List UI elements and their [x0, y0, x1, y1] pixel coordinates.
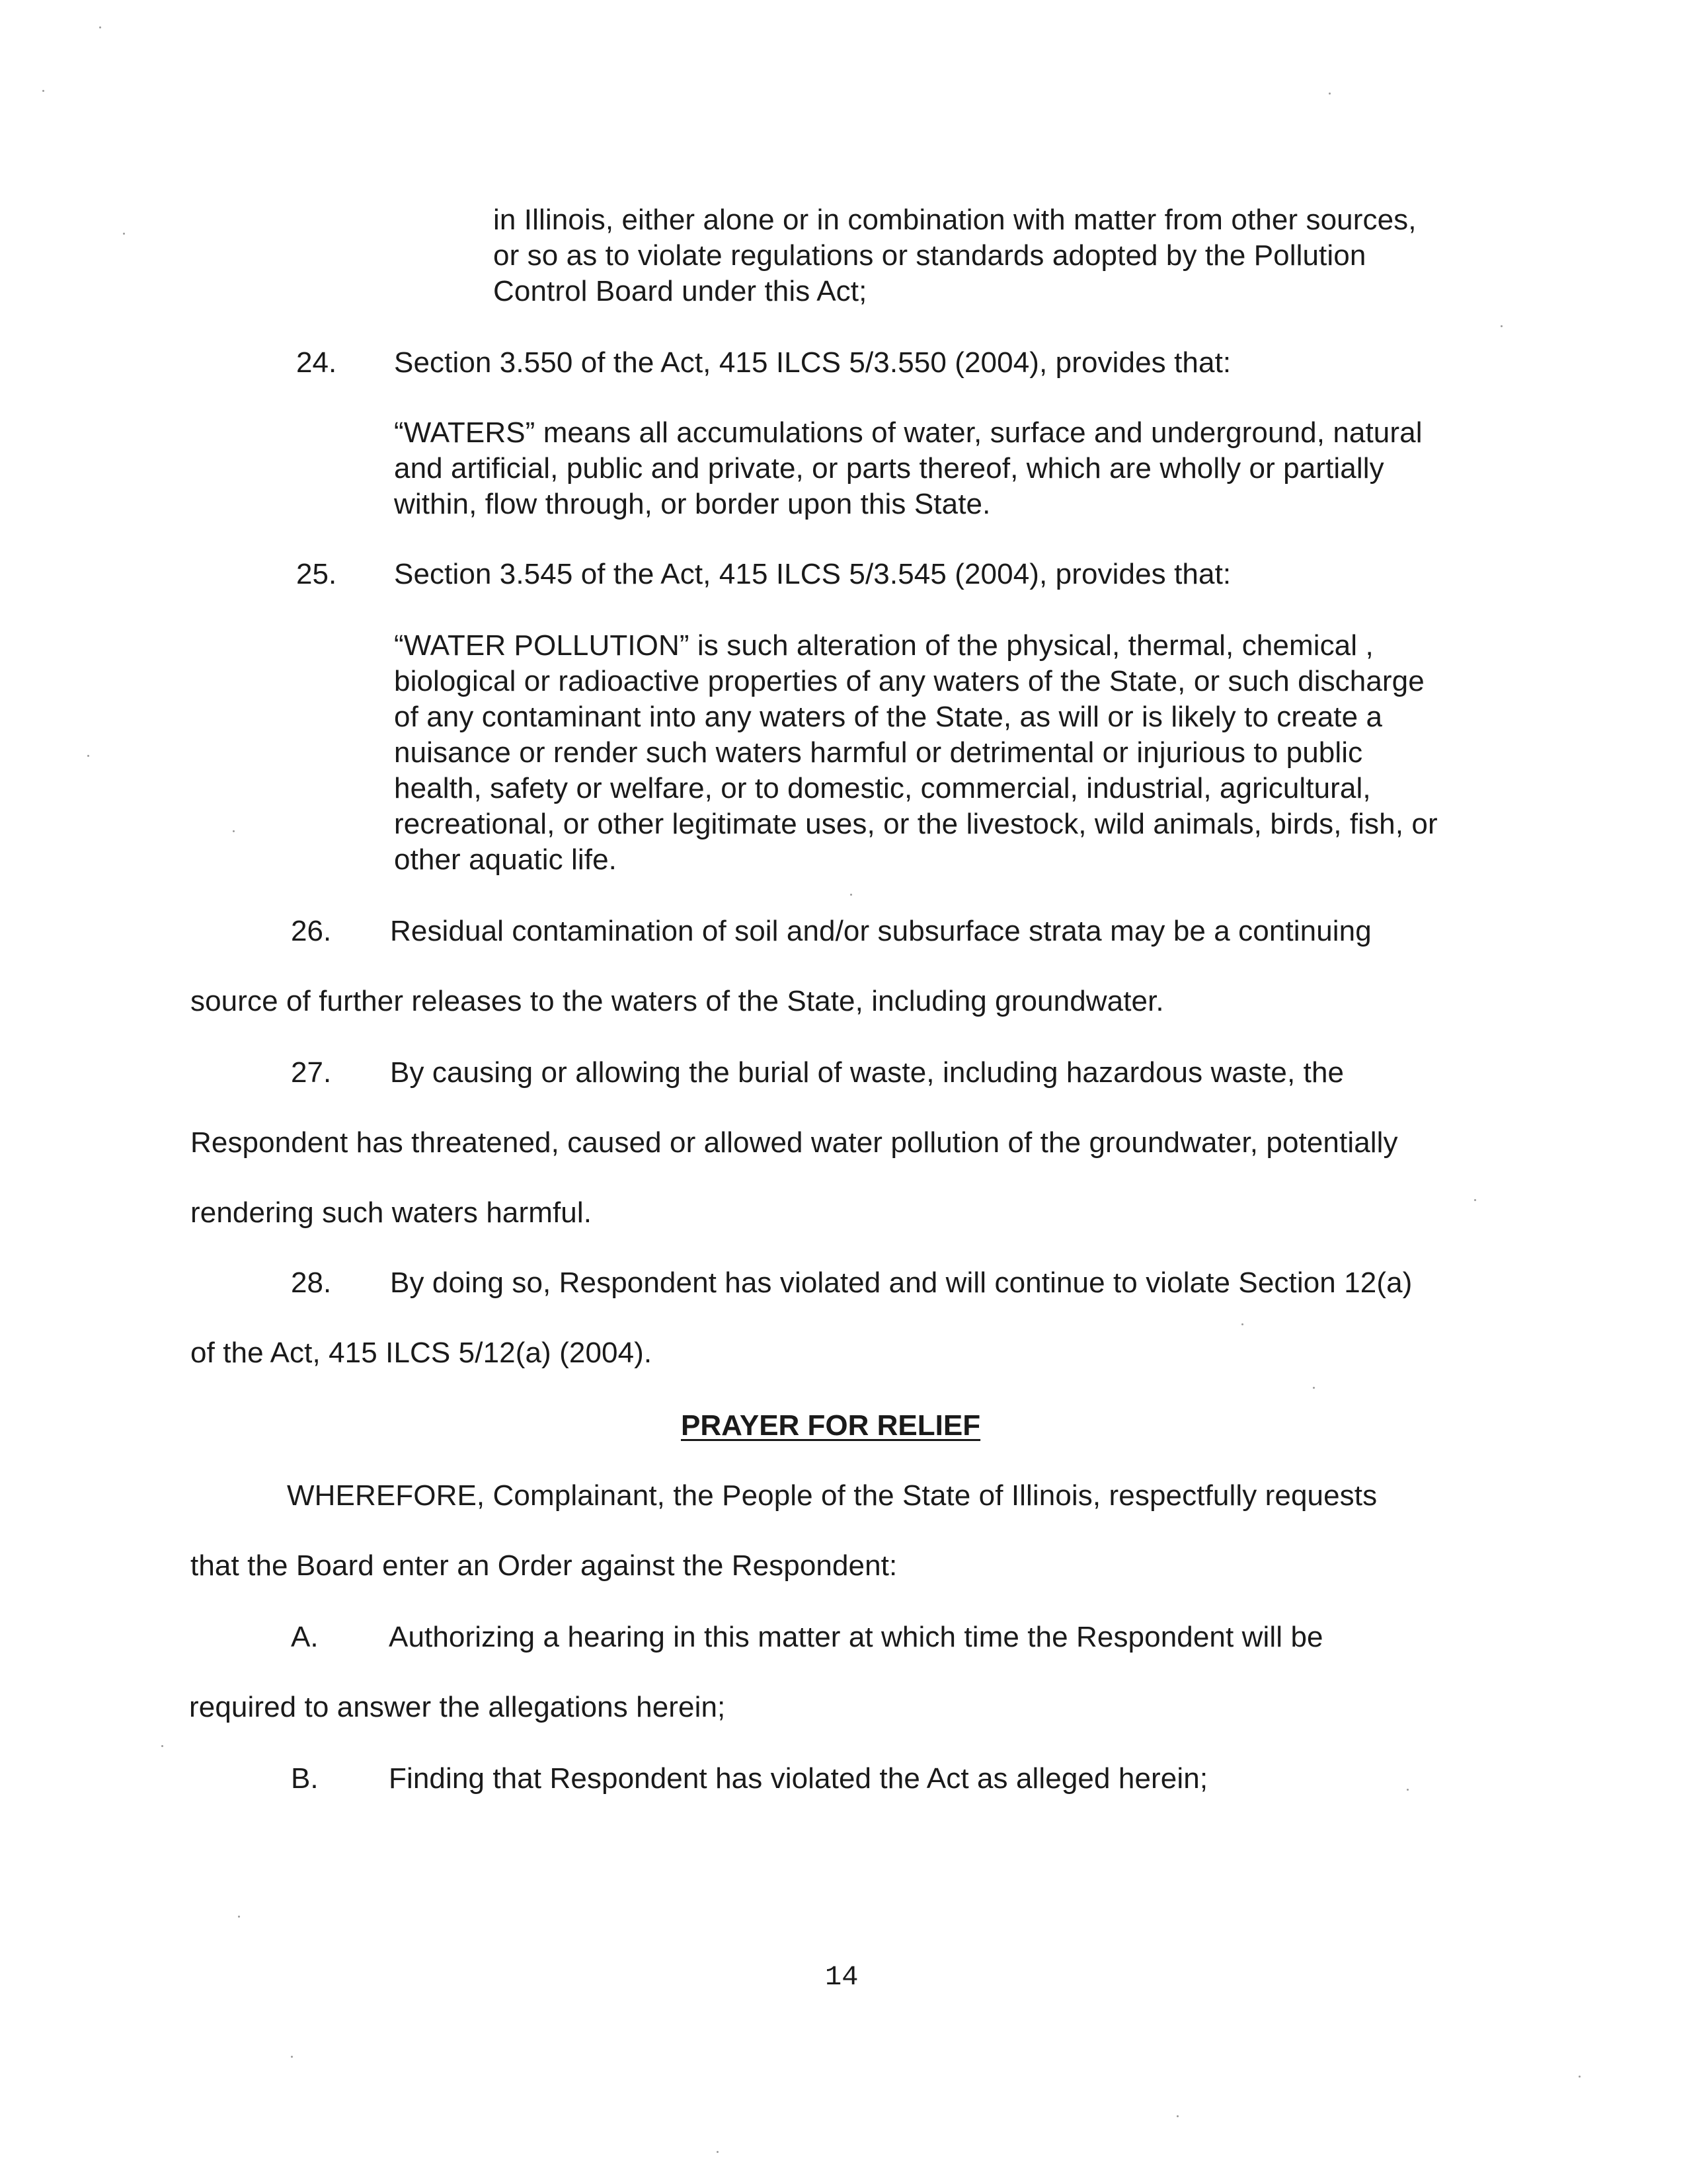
scan-speck — [717, 2151, 719, 2153]
scan-speck — [1313, 1387, 1315, 1389]
water-pollution-definition-line: health, safety or welfare, or to domestic, commercial, industrial, agricultural, — [394, 772, 1371, 804]
scan-speck — [123, 233, 125, 235]
scan-speck — [1177, 2115, 1179, 2117]
scan-speck — [850, 894, 852, 896]
paragraph-26-continuation: source of further releases to the waters of the State, including groundwater. — [190, 985, 1164, 1017]
waters-definition-line: “WATERS” means all accumulations of water, surface and underground, natural — [394, 416, 1423, 449]
scan-speck — [1501, 325, 1503, 327]
water-pollution-definition-line: other aquatic life. — [394, 843, 617, 876]
scan-speck — [238, 1916, 240, 1918]
paragraph-24-text: Section 3.550 of the Act, 415 ILCS 5/3.550 (2004), provides that: — [394, 346, 1232, 379]
paragraph-number: 28. — [291, 1267, 332, 1299]
waters-definition-line: within, flow through, or border upon this State. — [394, 488, 991, 520]
wherefore-continuation: that the Board enter an Order against the Respondent: — [190, 1549, 898, 1582]
paragraph-number: 25. — [296, 558, 337, 590]
relief-item-a-continuation: required to answer the allegations herein; — [189, 1691, 726, 1723]
relief-item-b-text: Finding that Respondent has violated the Act as alleged herein; — [389, 1762, 1208, 1795]
scan-speck — [161, 1745, 163, 1747]
water-pollution-definition-line: recreational, or other legitimate uses, or the livestock, wild animals, birds, fish, or — [394, 808, 1438, 840]
scan-speck — [42, 90, 44, 92]
paragraph-27-continuation: rendering such waters harmful. — [190, 1196, 592, 1229]
waters-definition-line: and artificial, public and private, or parts thereof, which are wholly or partially — [394, 452, 1384, 485]
paragraph-number: 26. — [291, 915, 332, 947]
water-pollution-definition-line: nuisance or render such waters harmful or detrimental or injurious to public — [394, 736, 1363, 769]
scan-speck — [87, 755, 89, 757]
scan-speck — [1579, 2076, 1581, 2078]
scan-speck — [291, 2056, 293, 2058]
intro-line: in Illinois, either alone or in combination with matter from other sources, — [493, 204, 1417, 236]
relief-item-a-text: Authorizing a hearing in this matter at which time the Respondent will be — [389, 1621, 1323, 1653]
intro-line: Control Board under this Act; — [493, 275, 867, 307]
page-number: 14 — [825, 1961, 859, 1993]
wherefore-text: WHEREFORE, Complainant, the People of the State of Illinois, respectfully requests — [287, 1479, 1378, 1512]
relief-item-letter: B. — [291, 1762, 319, 1795]
scan-speck — [1474, 1199, 1476, 1201]
water-pollution-definition-line: “WATER POLLUTION” is such alteration of the physical, thermal, chemical , — [394, 629, 1374, 662]
water-pollution-definition-line: biological or radioactive properties of any waters of the State, or such discharge — [394, 665, 1425, 697]
paragraph-27-text: By causing or allowing the burial of waste, including hazardous waste, the — [390, 1056, 1345, 1089]
prayer-for-relief-heading: PRAYER FOR RELIEF — [681, 1409, 981, 1442]
relief-item-letter: A. — [291, 1621, 319, 1653]
scan-speck — [1407, 1789, 1409, 1791]
scan-speck — [1329, 93, 1331, 95]
paragraph-number: 27. — [291, 1056, 332, 1089]
scan-speck — [99, 26, 101, 28]
scan-speck — [233, 830, 235, 832]
paragraph-25-text: Section 3.545 of the Act, 415 ILCS 5/3.545 (2004), provides that: — [394, 558, 1232, 590]
paragraph-number: 24. — [296, 346, 337, 379]
intro-line: or so as to violate regulations or standards adopted by the Pollution — [493, 239, 1366, 272]
scan-speck — [1241, 1323, 1243, 1325]
paragraph-27-continuation: Respondent has threatened, caused or allowed water pollution of the groundwater, potentially — [190, 1126, 1398, 1159]
paragraph-28-continuation: of the Act, 415 ILCS 5/12(a) (2004). — [190, 1337, 652, 1369]
water-pollution-definition-line: of any contaminant into any waters of the State, as will or is likely to create a — [394, 701, 1383, 733]
paragraph-28-text: By doing so, Respondent has violated and will continue to violate Section 12(a) — [390, 1267, 1413, 1299]
paragraph-26-text: Residual contamination of soil and/or subsurface strata may be a continuing — [390, 915, 1372, 947]
